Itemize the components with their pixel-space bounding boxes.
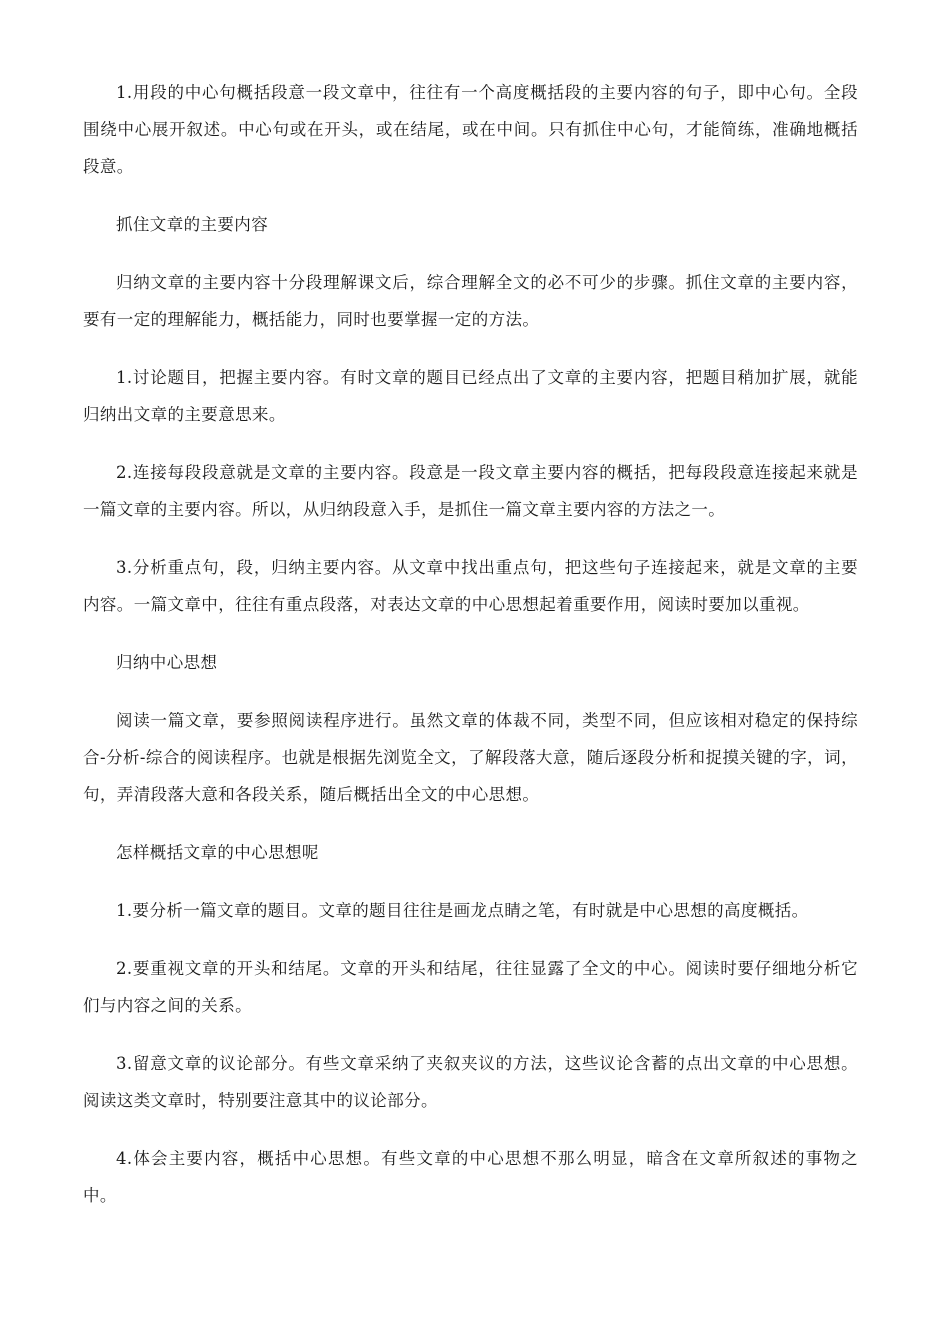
heading-central-idea: 归纳中心思想 bbox=[116, 653, 218, 672]
paragraph-main-content-intro: 归纳文章的主要内容十分段理解课文后，综合理解全文的必不可少的步骤。抓住文章的主要内容，要有一定的理解能力，概括能力，同时也要掌握一定的方法。 bbox=[83, 273, 858, 329]
paragraph-beginning-ending: 2.要重视文章的开头和结尾。文章的开头和结尾，往往显露了全文的中心。阅读时要仔细地分析它们与内容之间的关系。 bbox=[83, 959, 858, 1015]
heading-how-to-summarize: 怎样概括文章的中心思想呢 bbox=[116, 843, 319, 862]
heading-main-content: 抓住文章的主要内容 bbox=[116, 215, 269, 234]
paragraph-discuss-title: 1.讨论题目，把握主要内容。有时文章的题目已经点出了文章的主要内容，把题目稍加扩展，就能归纳出文章的主要意思来。 bbox=[83, 368, 858, 424]
paragraph-argument-parts: 3.留意文章的议论部分。有些文章采纳了夹叙夹议的方法，这些议论含蓄的点出文章的中心思想。阅读这类文章时，特别要注意其中的议论部分。 bbox=[83, 1054, 858, 1110]
paragraph-analyze-title: 1.要分析一篇文章的题目。文章的题目往往是画龙点睛之笔，有时就是中心思想的高度概括。 bbox=[116, 901, 809, 920]
paragraph-connect-paragraphs: 2.连接每段段意就是文章的主要内容。段意是一段文章主要内容的概括，把每段段意连接起来就是一篇文章的主要内容。所以，从归纳段意入手，是抓住一篇文章主要内容的方法之一。 bbox=[83, 463, 858, 519]
paragraph-reading-procedure: 阅读一篇文章，要参照阅读程序进行。虽然文章的体裁不同，类型不同，但应该相对稳定的保持综合-分析-综合的阅读程序。也就是根据先浏览全文，了解段落大意，随后逐段分析和捉摸关键的字，词，句，弄清段落大意和各段关系，随后概括出全文的中心思想。 bbox=[83, 711, 858, 804]
paragraph-understand-content: 4.体会主要内容，概括中心思想。有些文章的中心思想不那么明显，暗含在文章所叙述的事物之中。 bbox=[83, 1149, 858, 1205]
document-body bbox=[83, 74, 858, 1235]
paragraph-key-sentences: 3.分析重点句，段，归纳主要内容。从文章中找出重点句，把这些句子连接起来，就是文章的主要内容。一篇文章中，往往有重点段落，对表达文章的中心思想起着重要作用，阅读时要加以重视。 bbox=[83, 558, 858, 614]
paragraph-center-sentence: 1.用段的中心句概括段意一段文章中，往往有一个高度概括段的主要内容的句子，即中心句。全段围绕中心展开叙述。中心句或在开头，或在结尾，或在中间。只有抓住中心句，才能简练，准确地概括段意。 bbox=[83, 83, 858, 176]
